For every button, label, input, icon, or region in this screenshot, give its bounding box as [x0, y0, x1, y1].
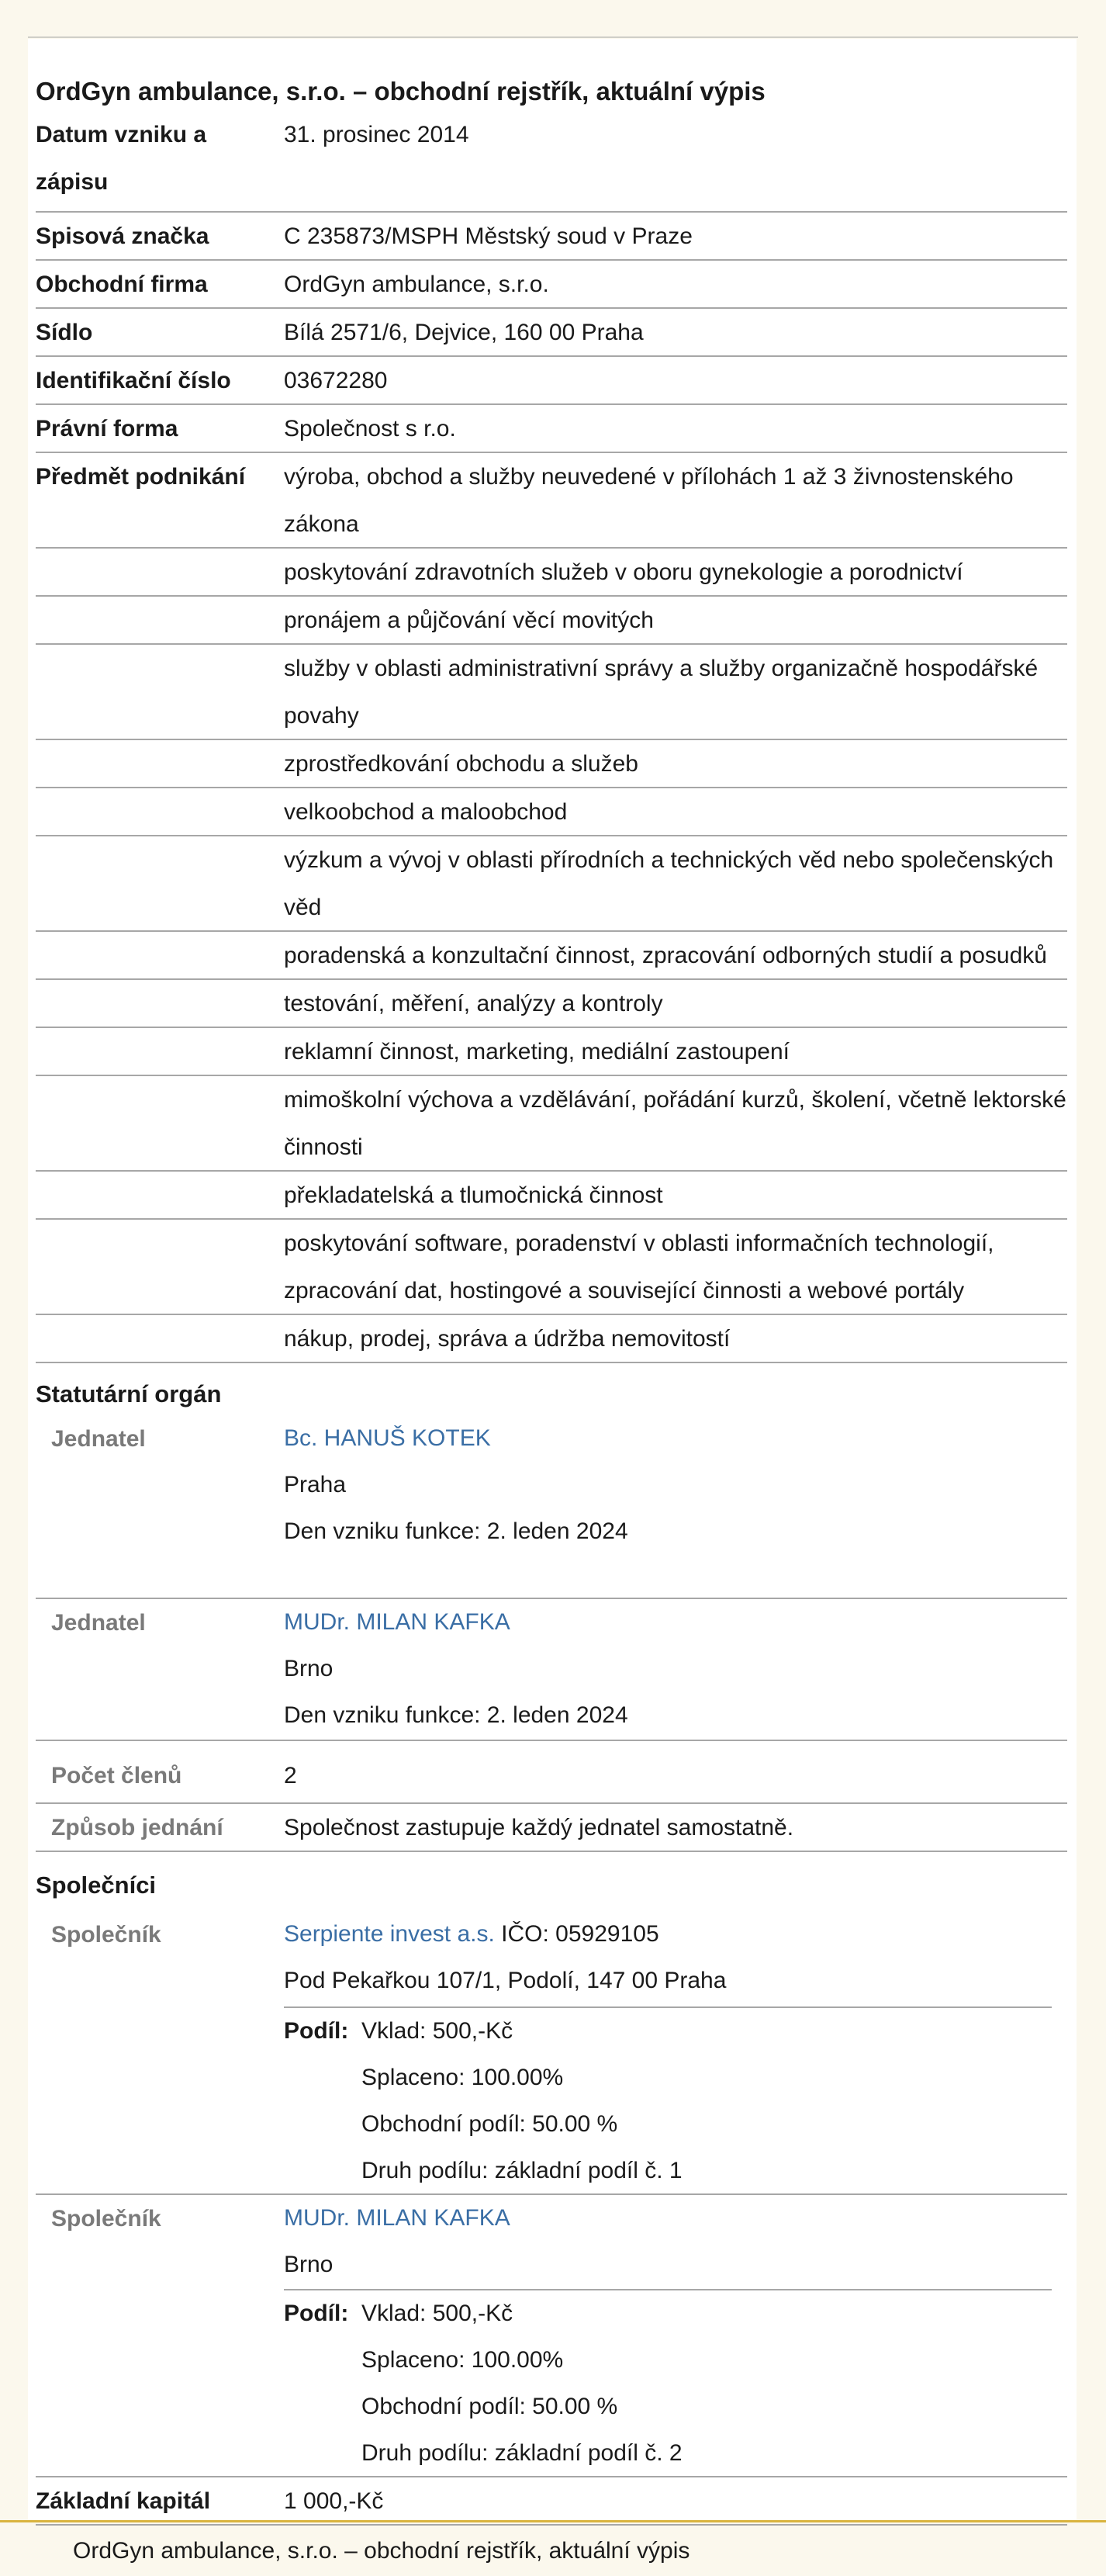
row-predmet-12	[36, 1172, 1067, 1220]
section-statutarni-organ: Statutární orgán	[36, 1380, 222, 1407]
predmet-item: pronájem a půjčování věcí movitých	[284, 608, 654, 633]
row-ico	[36, 357, 1067, 405]
label-spolecnik: Společník	[51, 1922, 161, 1948]
jednatel-since: Den vzniku funkce: 2. leden 2024	[284, 1518, 628, 1544]
spolecnik-details	[284, 2195, 1067, 2288]
predmet-item	[284, 1220, 1067, 1314]
jednatel-name-link[interactable]: Bc. HANUŠ KOTEK	[284, 1425, 491, 1451]
row-predmet-5	[36, 740, 1067, 788]
label-jednatel: Jednatel	[51, 1610, 146, 1636]
label-sidlo: Sídlo	[36, 320, 93, 345]
row-predmet-14	[36, 1315, 1067, 1363]
row-pocet-clenu	[36, 1741, 1067, 1804]
jednatel-name-link[interactable]: MUDr. MILAN KAFKA	[284, 1609, 510, 1635]
row-spolecnik-1	[36, 1911, 1067, 2195]
predmet-item-line: výzkum a vývoj v oblasti přírodních a technických věd nebo společenských	[284, 847, 1054, 873]
jednatel-details	[284, 1599, 1067, 1739]
value-sidlo: Bílá 2571/6, Dejvice, 160 00 Praha	[284, 320, 644, 345]
predmet-item-line: zpracování dat, hostingové a související činnosti a webové portály	[284, 1278, 965, 1304]
predmet-item-line: činnosti	[284, 1134, 363, 1160]
spolecnik-podil	[284, 2289, 1052, 2477]
predmet-item-line: služby v oblasti administrativní správy a služby organizačně hospodářské	[284, 656, 1039, 681]
predmet-item	[284, 645, 1067, 739]
row-zakladni-kapital	[36, 2477, 1067, 2526]
predmet-item	[284, 453, 1067, 548]
spolecnik-address: Pod Pekařkou 107/1, Podolí, 147 00 Praha	[284, 1968, 727, 1993]
spolecnik-address: Brno	[284, 2252, 334, 2277]
podil-obchodni: Obchodní podíl: 50.00 %	[361, 2111, 618, 2137]
jednatel-city: Praha	[284, 1472, 347, 1497]
podil-vklad: Vklad: 500,-Kč	[361, 2301, 513, 2326]
predmet-item: poskytování zdravotních služeb v oboru gynekologie a porodnictví	[284, 559, 963, 585]
podil-druh: Druh podílu: základní podíl č. 2	[361, 2440, 683, 2466]
footer-divider	[0, 2520, 1106, 2522]
podil-splaceno: Splaceno: 100.00%	[361, 2347, 564, 2373]
predmet-item: poradenská a konzultační činnost, zpracování odborných studií a posudků	[284, 943, 1047, 968]
label-zpusob-jednani: Způsob jednání	[51, 1815, 223, 1840]
predmet-item-line: poskytování software, poradenství v oblasti informačních technologií,	[284, 1231, 994, 1256]
predmet-item-line: výroba, obchod a služby neuvedené v přílohách 1 až 3 živnostenského	[284, 464, 1014, 490]
jednatel-city: Brno	[284, 1656, 334, 1681]
label-spisova-znacka: Spisová značka	[36, 223, 209, 249]
spolecnik-name-link[interactable]: Serpiente invest a.s.	[284, 1921, 495, 1947]
row-jednatel-2	[36, 1599, 1067, 1741]
podil-values	[361, 2290, 683, 2477]
row-predmet-1	[36, 453, 1067, 549]
value-pravni-forma: Společnost s r.o.	[284, 416, 456, 441]
podil-splaceno: Splaceno: 100.00%	[361, 2065, 564, 2090]
label-pravni-forma: Právní forma	[36, 416, 178, 441]
document-title: OrdGyn ambulance, s.r.o. – obchodní rejstřík, aktuální výpis	[36, 77, 766, 106]
row-predmet-9	[36, 980, 1067, 1028]
row-pravni-forma	[36, 405, 1067, 453]
spolecnik-name-line	[284, 1911, 1067, 1958]
predmet-item-line: zákona	[284, 511, 359, 537]
value-obchodni-firma: OrdGyn ambulance, s.r.o.	[284, 272, 549, 297]
row-predmet-10	[36, 1028, 1067, 1076]
row-spisova-znacka	[36, 213, 1067, 261]
predmet-item: nákup, prodej, správa a údržba nemovitostí	[284, 1326, 731, 1352]
spolecnik-ico: IČO: 05929105	[494, 1921, 659, 1947]
label-datum-vzniku	[36, 111, 276, 206]
spolecnik-podil	[284, 2006, 1052, 2195]
row-predmet-2	[36, 549, 1067, 597]
label-obchodni-firma: Obchodní firma	[36, 272, 208, 297]
value-ico: 03672280	[284, 368, 388, 393]
extract-sheet	[28, 39, 1077, 2520]
predmet-item	[284, 1076, 1067, 1171]
jednatel-details	[284, 1415, 1067, 1555]
podil-vklad: Vklad: 500,-Kč	[361, 2018, 513, 2044]
podil-obchodni: Obchodní podíl: 50.00 %	[361, 2394, 618, 2419]
predmet-item-line: mimoškolní výchova a vzdělávání, pořádání kurzů, školení, včetně lektorské	[284, 1087, 1066, 1113]
row-predmet-7	[36, 836, 1067, 932]
value-spisova-znacka: C 235873/MSPH Městský soud v Praze	[284, 223, 693, 249]
label-spolecnik: Společník	[51, 2206, 161, 2231]
label-ico: Identifikační číslo	[36, 368, 231, 393]
row-predmet-8	[36, 932, 1067, 980]
row-obchodni-firma	[36, 261, 1067, 309]
predmet-item: reklamní činnost, marketing, mediální zastoupení	[284, 1039, 790, 1065]
row-predmet-11	[36, 1076, 1067, 1172]
row-predmet-4	[36, 645, 1067, 740]
value-pocet-clenu: 2	[284, 1763, 297, 1788]
label-datum-line-1: Datum vzniku a	[36, 122, 207, 147]
section-spolecnici: Společníci	[36, 1871, 157, 1899]
spolecnik-details	[284, 1911, 1067, 2004]
podil-values	[361, 2008, 683, 2194]
label-jednatel: Jednatel	[51, 1426, 146, 1452]
predmet-item-line: věd	[284, 895, 322, 920]
spolecnik-name-link[interactable]: MUDr. MILAN KAFKA	[284, 2205, 510, 2231]
row-datum-vzniku	[36, 111, 1067, 213]
row-sidlo	[36, 309, 1067, 357]
predmet-item: velkoobchod a maloobchod	[284, 799, 568, 825]
label-pocet-clenu: Počet členů	[51, 1763, 182, 1788]
predmet-item: testování, měření, analýzy a kontroly	[284, 991, 663, 1016]
row-zpusob-jednani	[36, 1804, 1067, 1852]
podil-label: Podíl:	[284, 2301, 349, 2326]
predmet-item	[284, 836, 1067, 931]
value-zakladni-kapital: 1 000,-Kč	[284, 2488, 384, 2514]
value-datum-vzniku: 31. prosinec 2014	[284, 122, 469, 147]
podil-label: Podíl:	[284, 2018, 349, 2044]
label-datum-line-2: zápisu	[36, 169, 109, 195]
value-zpusob-jednani: Společnost zastupuje každý jednatel samostatně.	[284, 1815, 794, 1840]
predmet-item: překladatelská a tlumočnická činnost	[284, 1182, 663, 1208]
row-predmet-6	[36, 788, 1067, 836]
predmet-item: zprostředkování obchodu a služeb	[284, 751, 638, 777]
label-zakladni-kapital: Základní kapitál	[36, 2488, 211, 2514]
footer-text: OrdGyn ambulance, s.r.o. – obchodní rejstřík, aktuální výpis	[73, 2538, 690, 2564]
row-jednatel-1	[36, 1415, 1067, 1599]
predmet-item-line: povahy	[284, 703, 359, 729]
row-predmet-13	[36, 1220, 1067, 1315]
podil-druh: Druh podílu: základní podíl č. 1	[361, 2158, 683, 2183]
row-predmet-3	[36, 597, 1067, 645]
jednatel-since: Den vzniku funkce: 2. leden 2024	[284, 1702, 628, 1728]
top-rule	[28, 36, 1078, 38]
spolecnik-name-line	[284, 2195, 1067, 2242]
row-spolecnik-2	[36, 2195, 1067, 2477]
label-predmet-podnikani: Předmět podnikání	[36, 464, 246, 490]
